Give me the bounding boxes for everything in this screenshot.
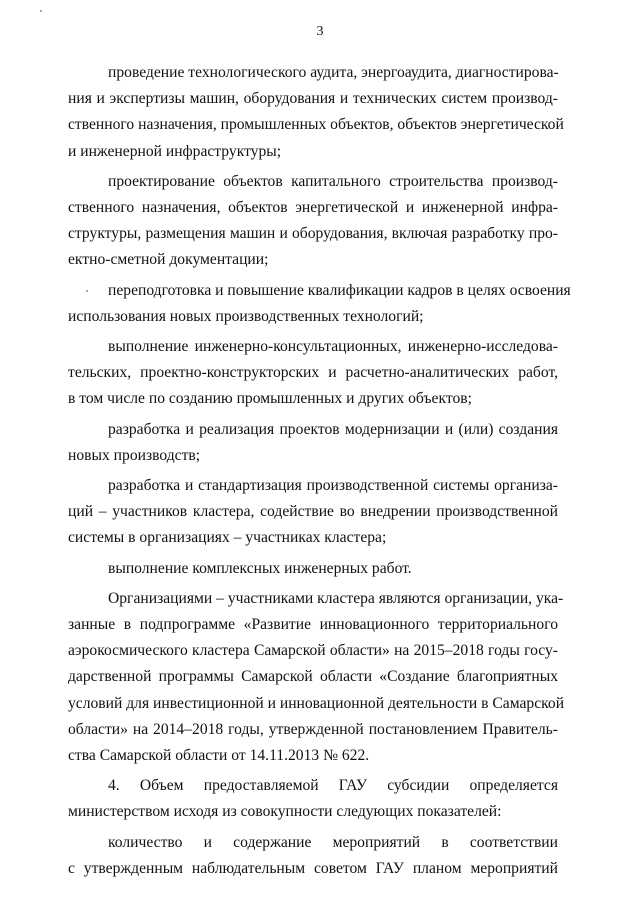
paragraph-cluster-participants bbox=[68, 586, 565, 769]
text-line: выполнение инженерно-консультационных, инженерно-исследова- bbox=[108, 338, 558, 356]
text-line: 4. Объем предоставляемой ГАУ субсидии определяется bbox=[108, 777, 558, 795]
paragraph-activities-count bbox=[68, 830, 558, 882]
text-line: тельских, проектно-конструкторских и расчетно-аналитических работ, bbox=[68, 364, 558, 382]
paragraph-retraining bbox=[68, 278, 571, 330]
document-body bbox=[68, 60, 571, 886]
text-line: разработка и реализация проектов модернизации и (или) создания bbox=[108, 420, 558, 438]
text-line: аэрокосмического кластера Самарской области» на 2015–2018 годы госу- bbox=[68, 642, 558, 660]
text-line: структуры, размещения машин и оборудования, включая разработку про- bbox=[68, 225, 558, 243]
text-line: ния и экспертизы машин, оборудования и технических систем производ- bbox=[68, 90, 558, 108]
text-line: занные в подпрограмме «Развитие инновационного территориального bbox=[68, 616, 558, 634]
text-line: министерством исходя из совокупности следующих показателей: bbox=[68, 803, 502, 821]
scan-speck bbox=[86, 290, 88, 292]
page-number: 3 bbox=[316, 24, 324, 39]
text-line: системы в организациях – участниках кластера; bbox=[68, 529, 387, 547]
scan-speck bbox=[40, 10, 42, 12]
paragraph-production-system bbox=[68, 473, 558, 552]
text-line: ций – участников кластера, содействие во внедрении производственной bbox=[68, 503, 558, 521]
paragraph-design bbox=[68, 169, 558, 274]
text-line: новых производств; bbox=[68, 446, 201, 464]
text-line: проведение технологического аудита, энергоаудита, диагностирова- bbox=[108, 64, 559, 81]
paragraph-complex-works bbox=[68, 556, 558, 582]
text-line: ственного назначения, промышленных объектов, объектов энергетической bbox=[68, 116, 564, 134]
paragraph-engineering-consulting bbox=[68, 334, 558, 413]
paragraph-tech-audit bbox=[68, 60, 564, 165]
text-line: разработка и стандартизация производственной системы организа- bbox=[108, 477, 558, 495]
text-line: Организациями – участниками кластера являются организации, ука- bbox=[108, 589, 564, 607]
text-line: количество и содержание мероприятий в соответствии bbox=[108, 833, 558, 851]
text-line: и инженерной инфраструктуры; bbox=[68, 142, 282, 160]
text-line: проектирование объектов капитального строительства производ- bbox=[108, 172, 558, 190]
paragraph-modernization bbox=[68, 417, 558, 469]
text-line: ственного назначения, объектов энергетической и инженерной инфра- bbox=[68, 199, 558, 217]
text-line: ектно-сметной документации; bbox=[68, 251, 269, 269]
text-line: ства Самарской области от 14.11.2013 № 622. bbox=[68, 747, 370, 765]
text-line: использования новых производственных технологий; bbox=[68, 307, 424, 325]
text-line: переподготовка и повышение квалификации кадров в целях освоения bbox=[108, 281, 571, 299]
text-line: выполнение комплексных инженерных работ. bbox=[108, 559, 412, 577]
text-line: области» на 2014–2018 годы, утвержденной постановлением Правитель- bbox=[68, 720, 558, 738]
text-line: с утвержденным наблюдательным советом ГАУ планом мероприятий bbox=[68, 859, 558, 877]
text-line: в том числе по созданию промышленных и других объектов; bbox=[68, 390, 472, 408]
paragraph-subsidy-volume bbox=[68, 773, 558, 825]
text-line: дарственной программы Самарской области «Создание благоприятных bbox=[68, 668, 558, 686]
text-line: условий для инвестиционной и инновационной деятельности в Самарской bbox=[68, 694, 565, 712]
